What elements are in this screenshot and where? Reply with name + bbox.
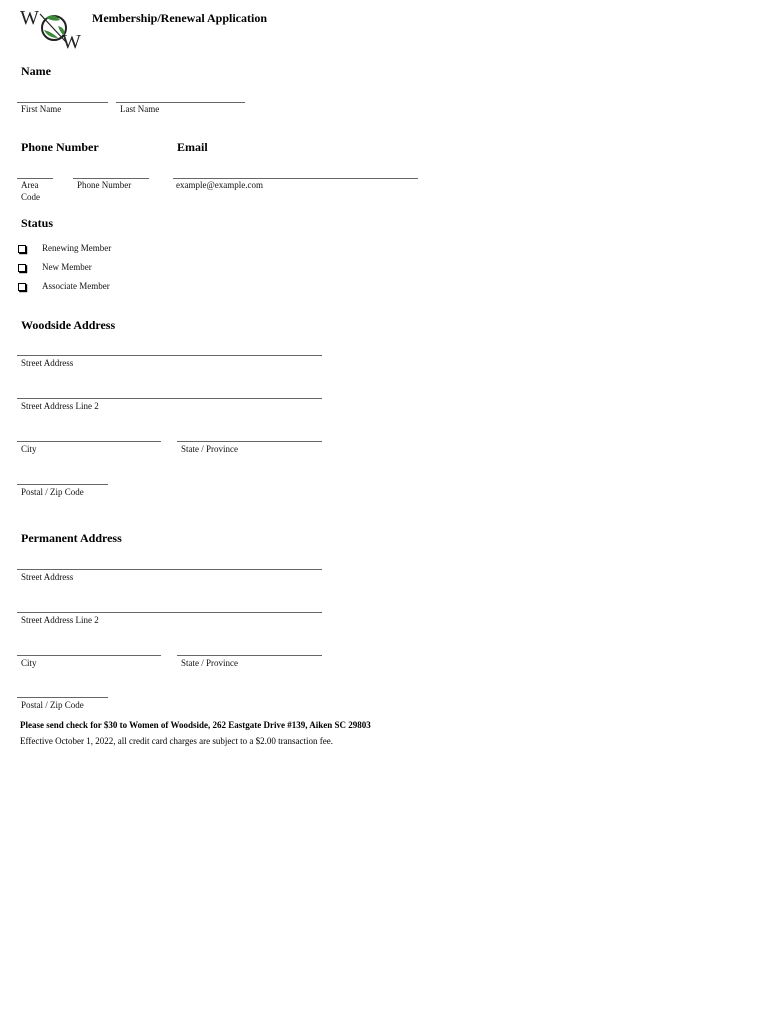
woodside-city-label: City: [21, 444, 37, 454]
phone-number-field[interactable]: [73, 178, 149, 179]
form-title: Membership/Renewal Application: [92, 11, 268, 25]
woodside-address-heading: Woodside Address: [21, 318, 116, 332]
svg-text:W: W: [62, 31, 81, 52]
payment-note: Please send check for $30 to Women of Woodside, 262 Eastgate Drive #139, Aiken SC 29803: [20, 720, 371, 730]
permanent-street2-label: Street Address Line 2: [21, 615, 99, 625]
permanent-address-heading: Permanent Address: [21, 531, 122, 545]
permanent-state-field[interactable]: [177, 655, 322, 656]
status-option-renewing[interactable]: [18, 243, 111, 253]
woodside-street2-field[interactable]: [17, 398, 322, 399]
email-heading: Email: [177, 140, 208, 154]
first-name-field[interactable]: [17, 102, 108, 103]
woodside-street-field[interactable]: [17, 355, 322, 356]
phone-number-label: Phone Number: [77, 180, 132, 190]
woodside-state-label: State / Province: [181, 444, 238, 454]
email-field[interactable]: [173, 178, 418, 179]
permanent-street2-field[interactable]: [17, 612, 322, 613]
wow-logo: [18, 4, 90, 52]
woodside-street-label: Street Address: [21, 358, 74, 368]
permanent-city-field[interactable]: [17, 655, 161, 656]
wow-logo-graphic: [18, 4, 90, 52]
svg-text:W: W: [20, 7, 39, 29]
status-option-label: New Member: [42, 262, 92, 272]
name-heading: Name: [21, 64, 51, 78]
status-heading: Status: [21, 216, 54, 230]
status-option-label: Associate Member: [42, 281, 110, 291]
permanent-street-label: Street Address: [21, 572, 74, 582]
area-code-label: Area Code: [21, 180, 40, 202]
email-example-label: example@example.com: [176, 180, 264, 190]
status-option-new[interactable]: [18, 262, 92, 272]
phone-heading: Phone Number: [21, 140, 99, 154]
permanent-zip-field[interactable]: [17, 697, 108, 698]
checkbox-icon[interactable]: [18, 245, 26, 253]
woodside-street2-label: Street Address Line 2: [21, 401, 99, 411]
status-option-label: Renewing Member: [42, 243, 112, 253]
woodside-city-field[interactable]: [17, 441, 161, 442]
permanent-city-label: City: [21, 658, 37, 668]
permanent-street-field[interactable]: [17, 569, 322, 570]
permanent-zip-label: Postal / Zip Code: [21, 700, 84, 710]
checkbox-icon[interactable]: [18, 283, 26, 291]
status-option-associate[interactable]: [18, 281, 110, 291]
first-name-label: First Name: [21, 104, 62, 114]
fee-note: Effective October 1, 2022, all credit card charges are subject to a $2.00 transaction fee.: [20, 736, 334, 746]
last-name-label: Last Name: [120, 104, 160, 114]
woodside-state-field[interactable]: [177, 441, 322, 442]
last-name-field[interactable]: [116, 102, 245, 103]
woodside-zip-field[interactable]: [17, 484, 108, 485]
woodside-zip-label: Postal / Zip Code: [21, 487, 84, 497]
checkbox-icon[interactable]: [18, 264, 26, 272]
permanent-state-label: State / Province: [181, 658, 238, 668]
